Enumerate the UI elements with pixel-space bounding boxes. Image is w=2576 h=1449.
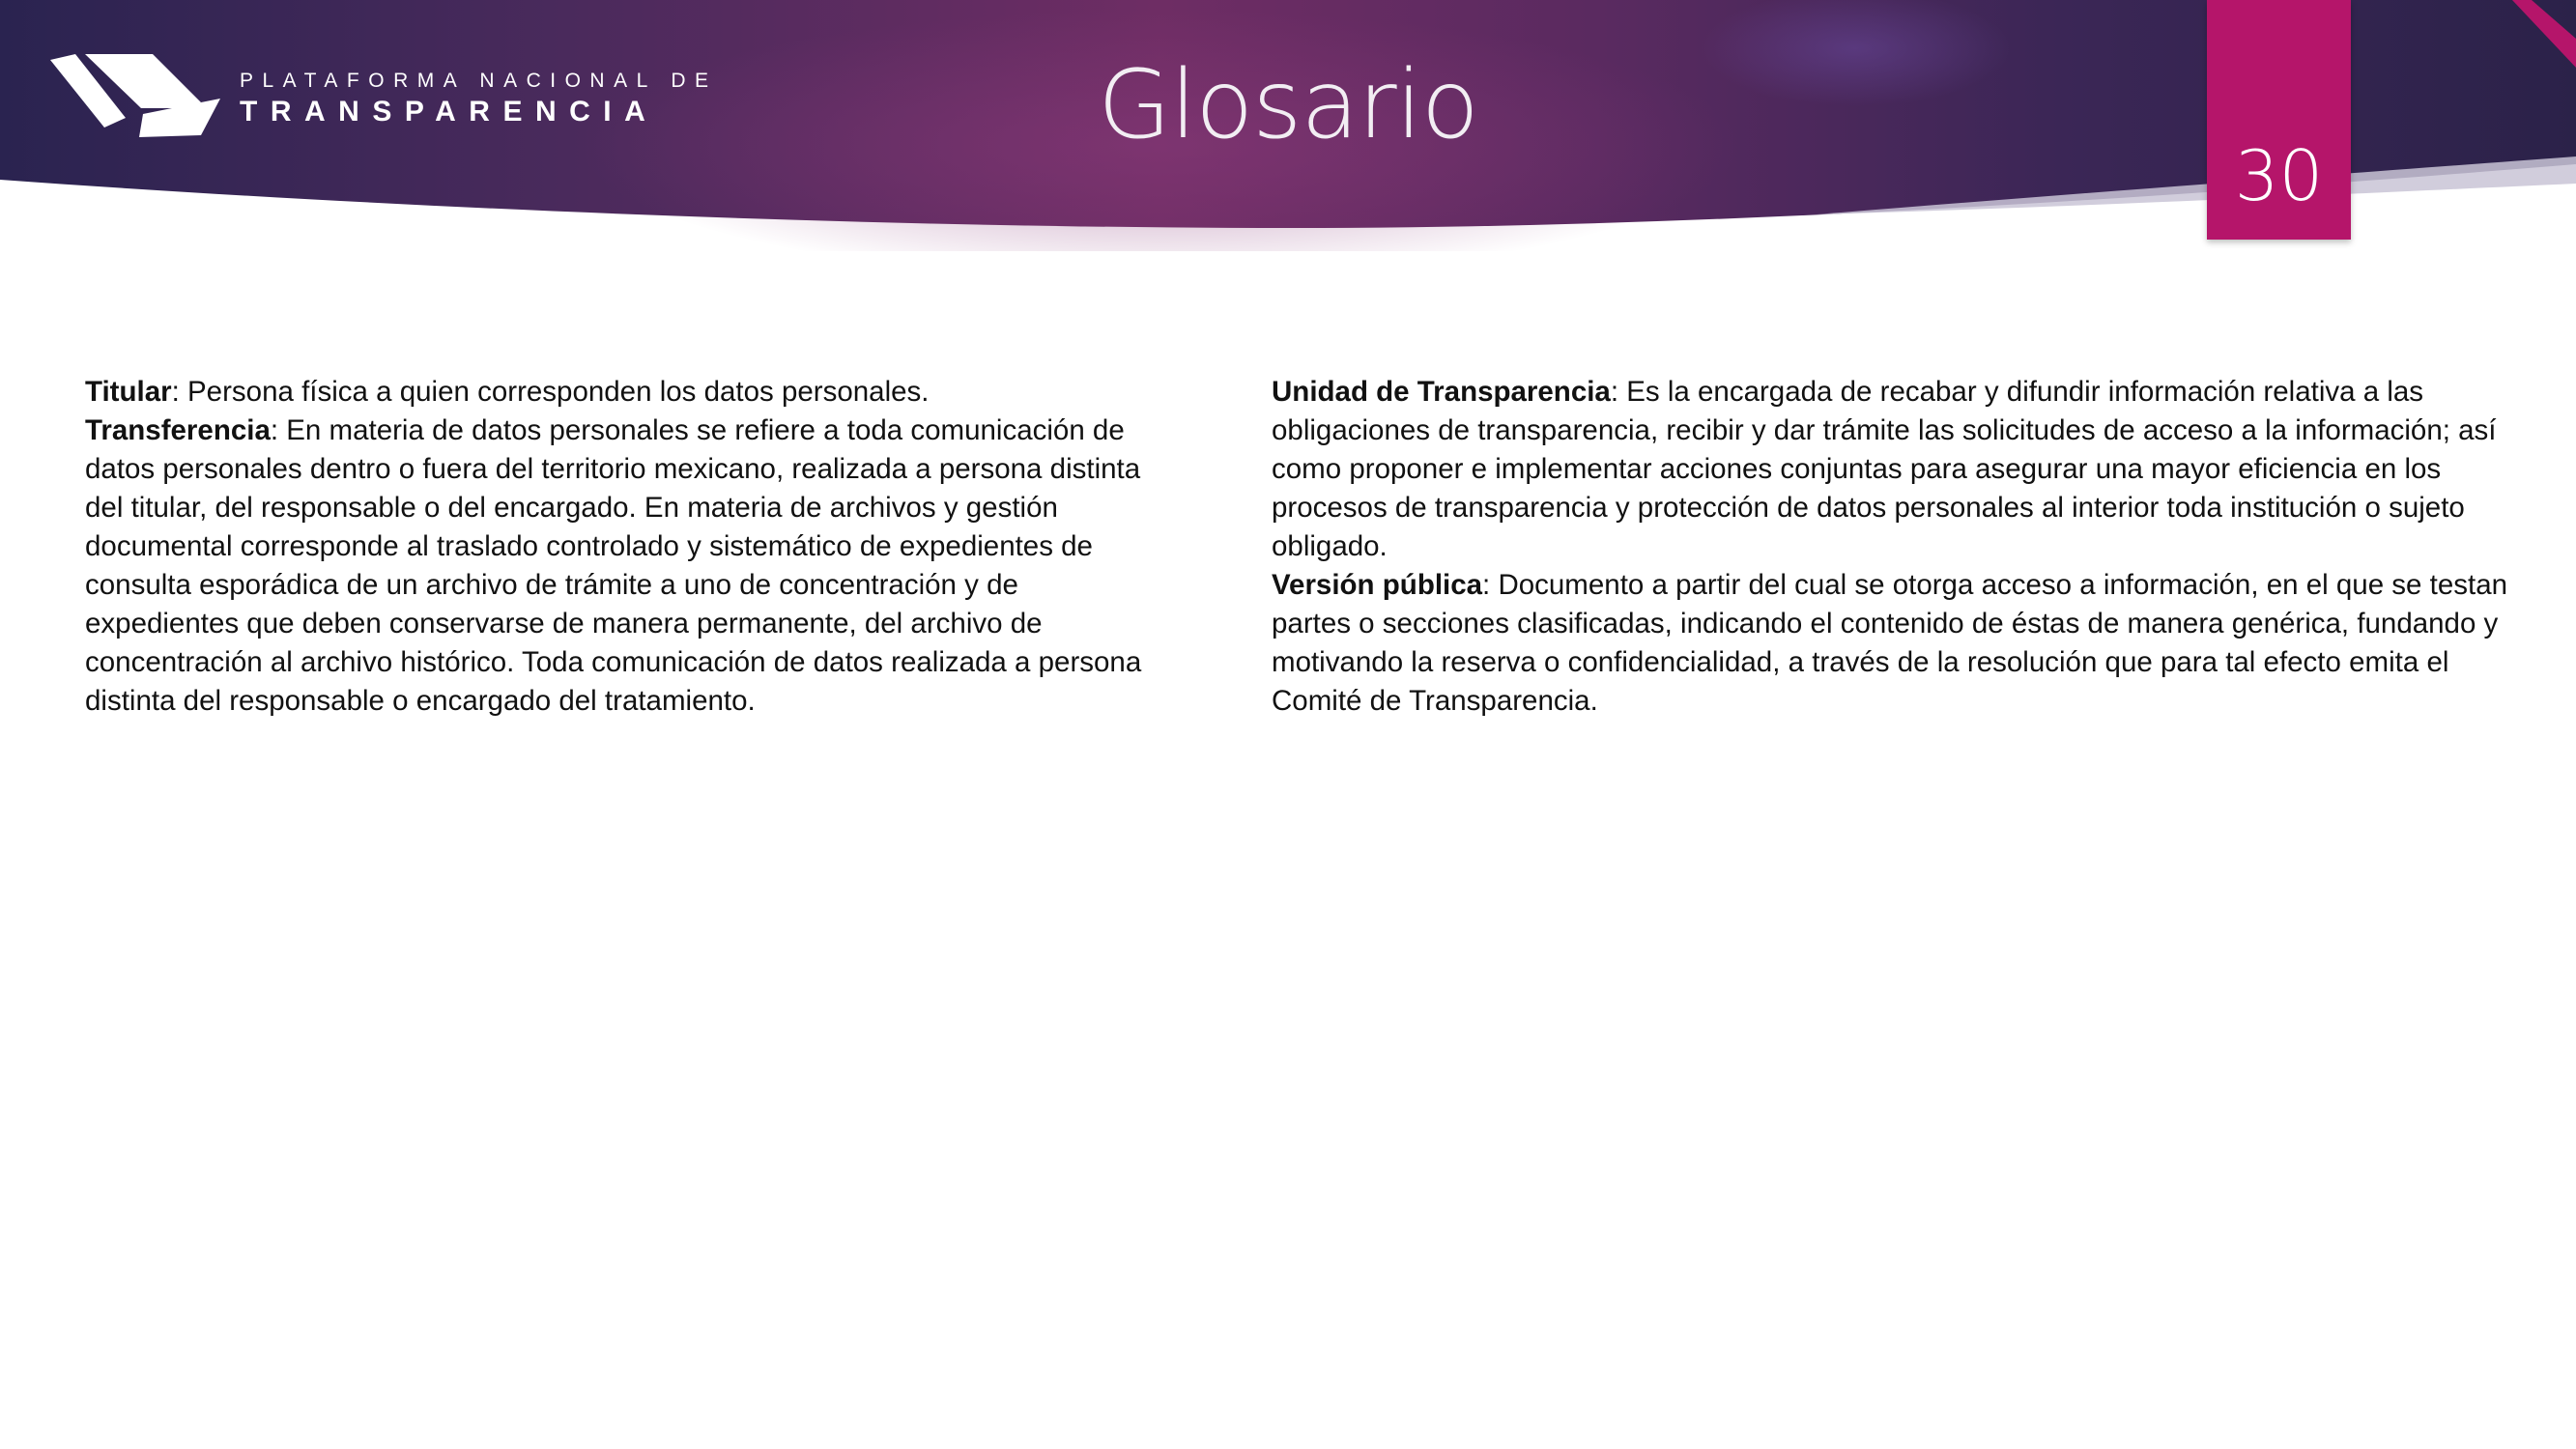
glossary-term: Transferencia (85, 414, 271, 446)
logo-text-line1: PLATAFORMA NACIONAL DE (240, 70, 718, 92)
glossary-entry-transferencia (85, 412, 1177, 721)
glossary-column-right (1272, 373, 2537, 721)
glossary-entry-version-publica (1272, 566, 2537, 721)
glossary-term: Unidad de Transparencia (1272, 376, 1611, 408)
page-number: 30 (2234, 135, 2324, 216)
glossary-definition: : En materia de datos personales se refiere a toda comunicación de datos personales dentro o fuera del territorio mexicano, realizada a persona distinta del titular, del responsable o del encargado. En materia de archivos y gestión documental corresponde al traslado controlado y sistemático de expedientes de consulta esporádica de un archivo de trámite a uno de concentración y de expedientes que deben conservarse de manera permanente, del archivo de concentración al archivo histórico. Toda comunicación de datos realizada a persona distinta del responsable o encargado del tratamiento. (85, 414, 1142, 717)
page-number-badge (2207, 0, 2351, 240)
glossary-definition: : Persona física a quien corresponden los datos personales. (171, 376, 930, 408)
glossary-column-left (85, 373, 1177, 721)
glossary-term: Versión pública (1272, 569, 1483, 601)
glossary-entry-unidad-de-transparencia (1272, 373, 2537, 566)
slide-title: Glosario (1098, 50, 1478, 160)
glossary-definition: : Documento a partir del cual se otorga acceso a información, en el que se testan partes o secciones clasificadas, indicando el contenido de éstas de manera genérica, fundando y motivando la reserva o confidencialidad, a través de la resolución que para tal efecto emita el Comité de Transparencia. (1272, 569, 2508, 717)
glossary-definition: : Es la encargada de recabar y difundir información relativa a las obligaciones de transparencia, recibir y dar trámite las solicitudes de acceso a la información; así como proponer e implementar acciones conjuntas para asegurar una mayor eficiencia en los procesos de transparencia y protección de datos personales al interior toda institución o sujeto obligado. (1272, 376, 2497, 562)
logo (46, 50, 723, 147)
logo-text-line2: TRANSPARENCIA (240, 96, 659, 128)
glossary-entry-titular (85, 373, 1177, 412)
glossary-term: Titular (85, 376, 172, 408)
logo-mark-icon (46, 50, 240, 143)
